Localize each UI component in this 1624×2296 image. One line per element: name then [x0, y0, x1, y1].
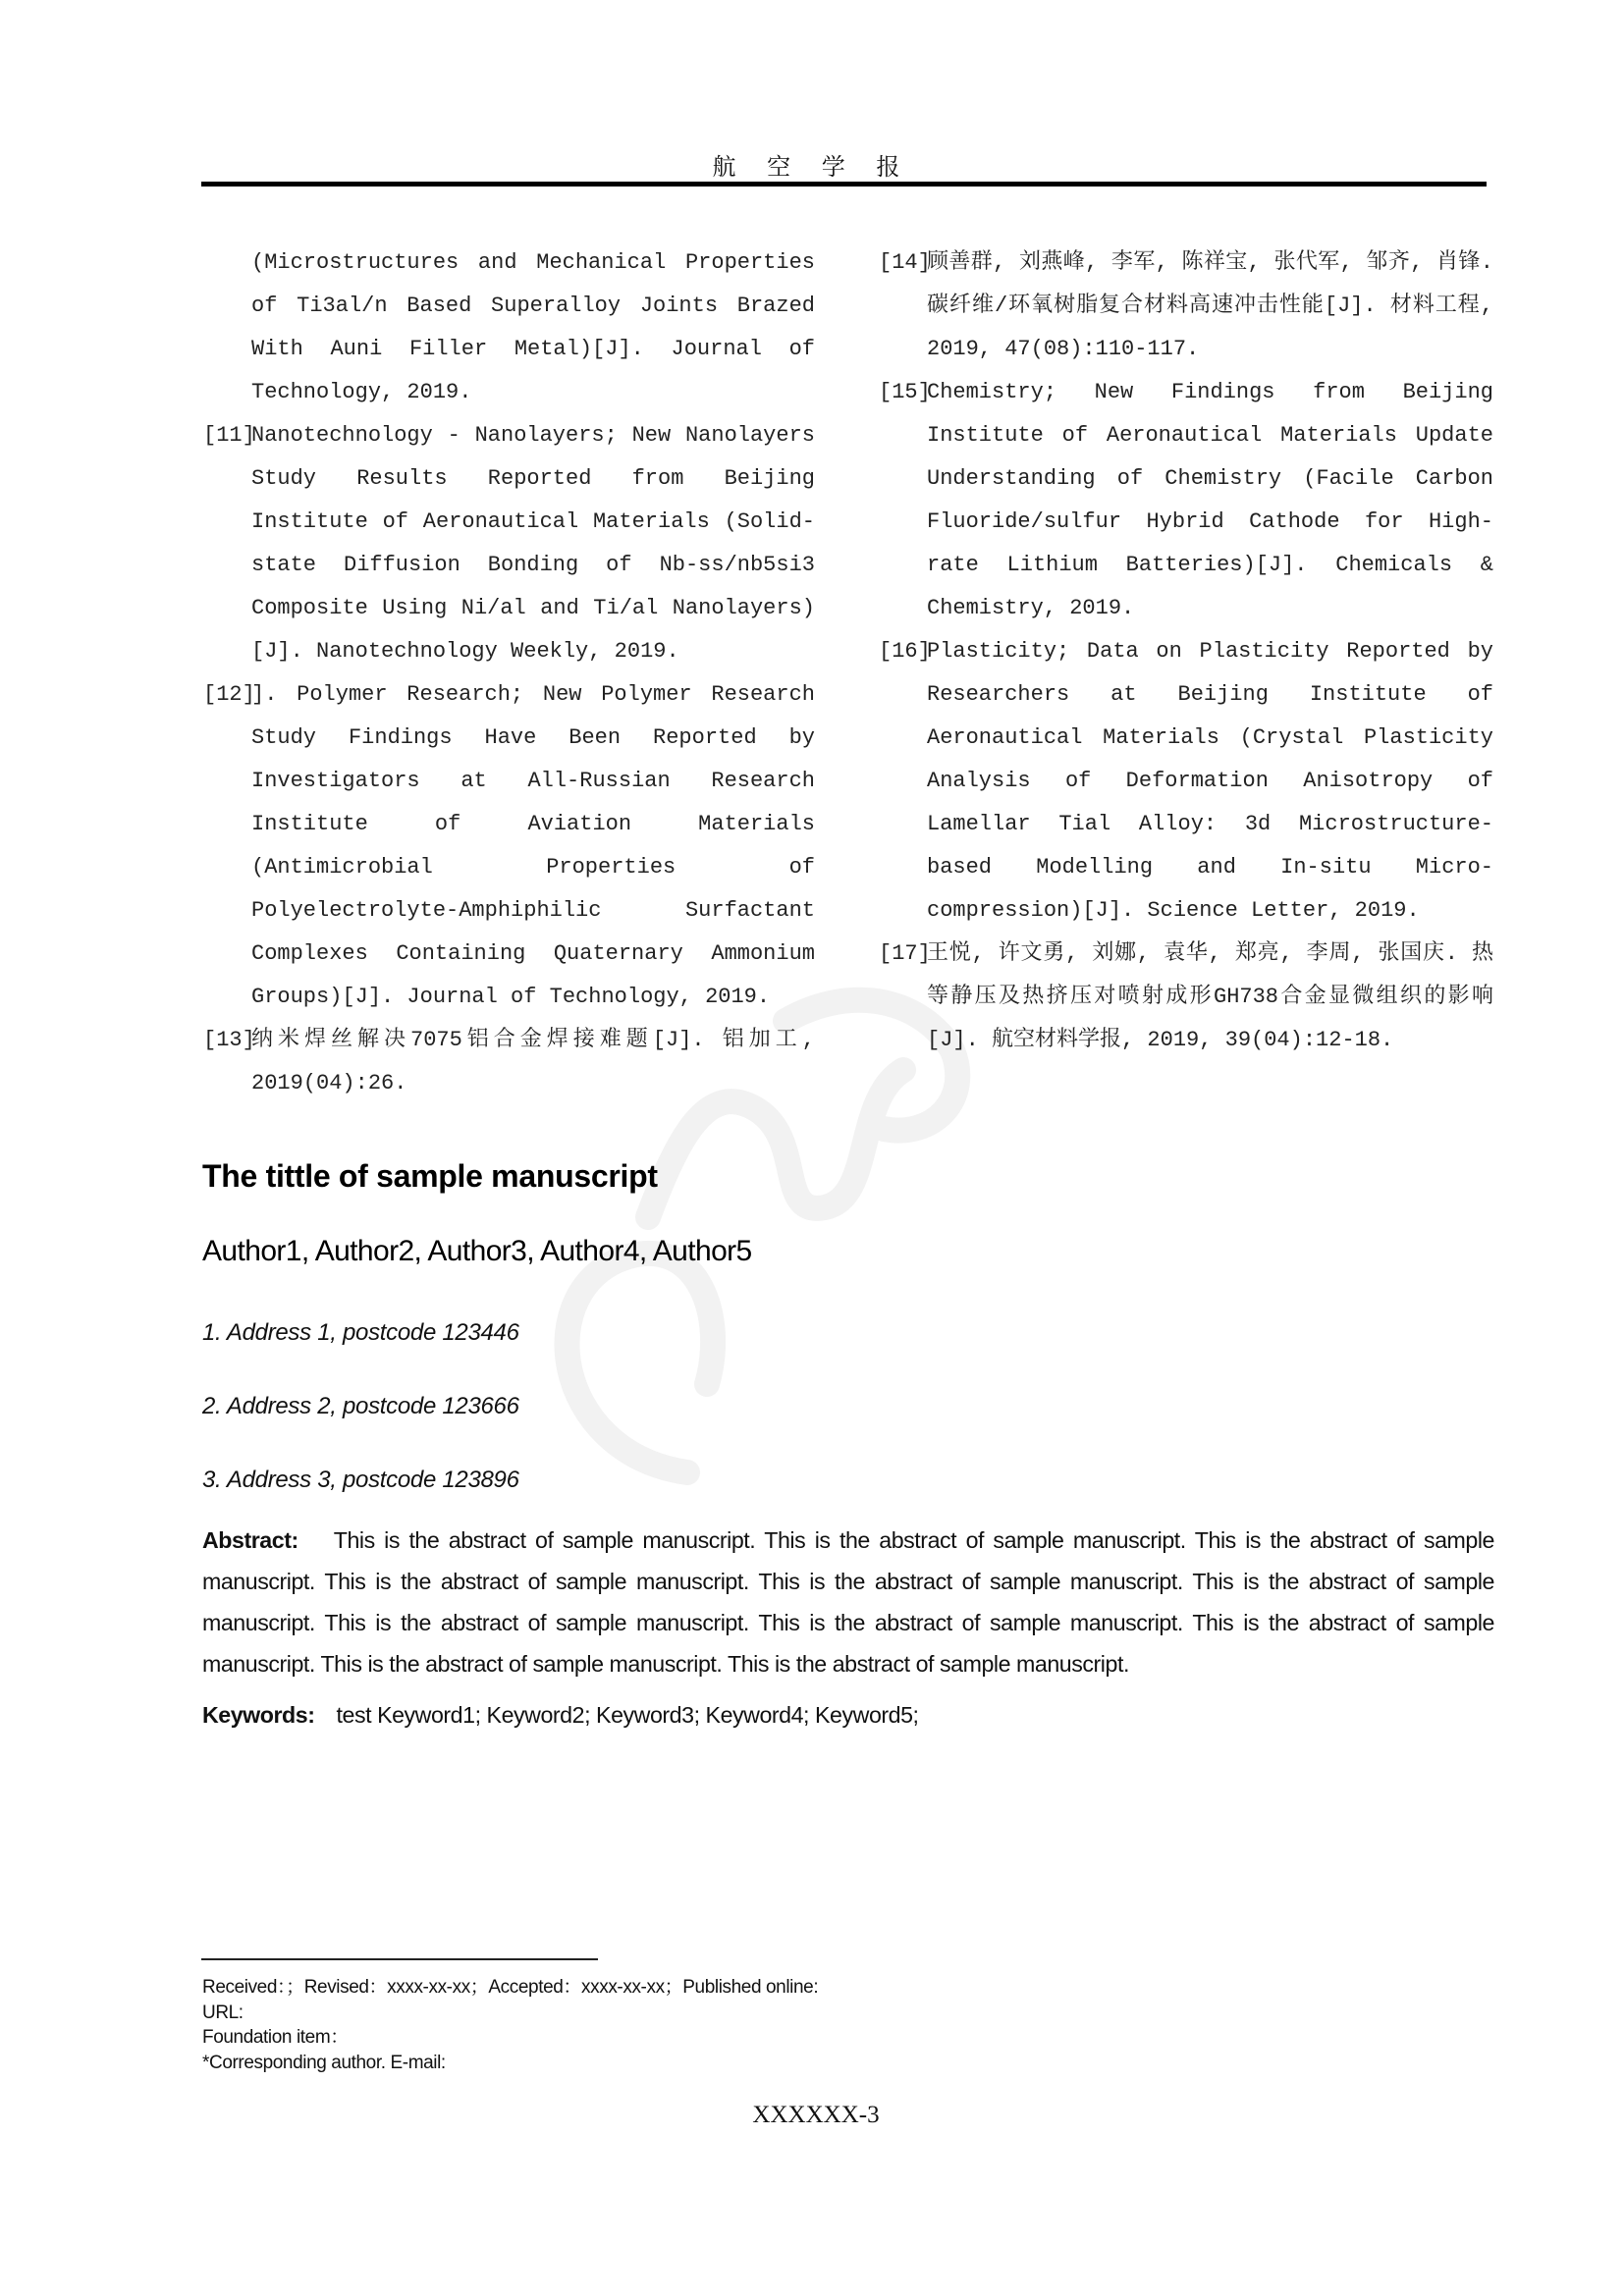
reference-item — [203, 414, 815, 673]
reference-number: [11] — [203, 423, 255, 448]
abstract-label: Abstract: — [202, 1527, 298, 1553]
reference-number: [17] — [879, 941, 931, 966]
reference-text: Chemistry; New Findings from Beijing Institute of Aeronautical Materials Update Understanding of Chemistry (Facile Carbon Fluoride/sulfur Hybrid Cathode for High-rate Lithium Batteries)[J]. Chemicals & Chemistry, 2019. — [927, 380, 1493, 620]
reference-item — [203, 673, 815, 1019]
keywords-label: Keywords: — [202, 1702, 315, 1728]
header-rule — [201, 182, 1487, 187]
reference-number: [12] — [203, 682, 255, 707]
reference-text: ]. Polymer Research; New Polymer Research Study Findings Have Been Reported by Investigators at All-Russian Research Institute of Aviation Materials (Antimicrobial Properties of Polyelectrolyte-Amphiphilic Surfactant Complexes Containing Quaternary Ammonium Groups)[J]. Journal of Technology, 2019. — [251, 682, 815, 1009]
affiliation-address: 1. Address 1, postcode 123446 — [202, 1319, 519, 1346]
footnotes — [202, 1975, 818, 2076]
footnote-rule — [201, 1958, 598, 1960]
affiliation-address: 3. Address 3, postcode 123896 — [202, 1467, 519, 1493]
footnote-corresponding-author: *Corresponding author. E-mail: — [202, 2053, 446, 2074]
affiliation-address: 2. Address 2, postcode 123666 — [202, 1393, 519, 1419]
reference-number: [16] — [879, 639, 931, 664]
reference-item — [203, 1019, 815, 1105]
reference-text: Nanotechnology - Nanolayers; New Nanolayers Study Results Reported from Beijing Institute of Aeronautical Materials (Solid-state Diffusion Bonding of Nb-ss/nb5si3 Composite Using Ni/al and Ti/al Nanolayers)[J]. Nanotechnology Weekly, 2019. — [251, 423, 815, 664]
page-number: XXXXXX-3 — [752, 2102, 880, 2128]
abstract-text: This is the abstract of sample manuscript. This is the abstract of sample manuscript. This is the abstract of sample manuscript. This is the abstract of sample manuscript. This is the abstract of sample manuscript. This is the abstract of sample manuscript. This is the abstract of sample manuscript. This is the abstract of sample manuscript. This is the abstract of sample manuscript. This is the abstract of sample manuscript. This is the abstract of sample manuscript. — [202, 1527, 1494, 1677]
references-left-column — [203, 241, 815, 1105]
footnote-foundation: Foundation item： — [202, 2027, 349, 2049]
reference-number: [13] — [203, 1028, 255, 1052]
reference-item — [879, 241, 1493, 371]
reference-item — [879, 630, 1493, 933]
reference-item — [879, 371, 1493, 630]
footnote-dates: Received：；Revised：xxxx-xx-xx；Accepted：xxxx-xx-xx；Published online: — [202, 1977, 819, 1998]
reference-text: 纳米焊丝解决7075铝合金焊接难题[J]. 铝加工, 2019(04):26. — [251, 1028, 815, 1095]
reference-number: [15] — [879, 380, 931, 404]
reference-text: (Microstructures and Mechanical Properties of Ti3al/n Based Superalloy Joints Brazed With Auni Filler Metal)[J]. Journal of Technology, 2019. — [251, 250, 815, 404]
abstract-section — [202, 1520, 1494, 1684]
keywords-text: test Keyword1; Keyword2; Keyword3; Keyword4; Keyword5; — [336, 1702, 919, 1728]
footnote-url: URL: — [202, 2002, 244, 2023]
manuscript-title: The tittle of sample manuscript — [202, 1158, 658, 1194]
references-right-column — [879, 241, 1493, 1062]
journal-running-head: 航 空 学 报 — [712, 153, 912, 181]
reference-item — [879, 933, 1493, 1062]
reference-text: 王悦, 许文勇, 刘娜, 袁华, 郑亮, 李周, 张国庆. 热等静压及热挤压对喷射成形GH738合金显微组织的影响[J]. 航空材料学报, 2019, 39(04):12-18. — [927, 941, 1493, 1052]
author-list: Author1, Author2, Author3, Author4, Author5 — [202, 1235, 752, 1267]
reference-item — [203, 241, 815, 414]
keywords-section — [202, 1702, 919, 1729]
reference-text: Plasticity; Data on Plasticity Reported by Researchers at Beijing Institute of Aeronautical Materials (Crystal Plasticity Analysis of Deformation Anisotropy of Lamellar Tial Alloy: 3d Microstructure-based Modelling and In-situ Micro-compression)[J]. Science Letter, 2019. — [927, 639, 1493, 923]
reference-number: [14] — [879, 250, 931, 275]
reference-text: 顾善群, 刘燕峰, 李军, 陈祥宝, 张代军, 邹齐, 肖锋. 碳纤维/环氧树脂复合材料高速冲击性能[J]. 材料工程, 2019, 47(08):110-117. — [927, 250, 1493, 361]
